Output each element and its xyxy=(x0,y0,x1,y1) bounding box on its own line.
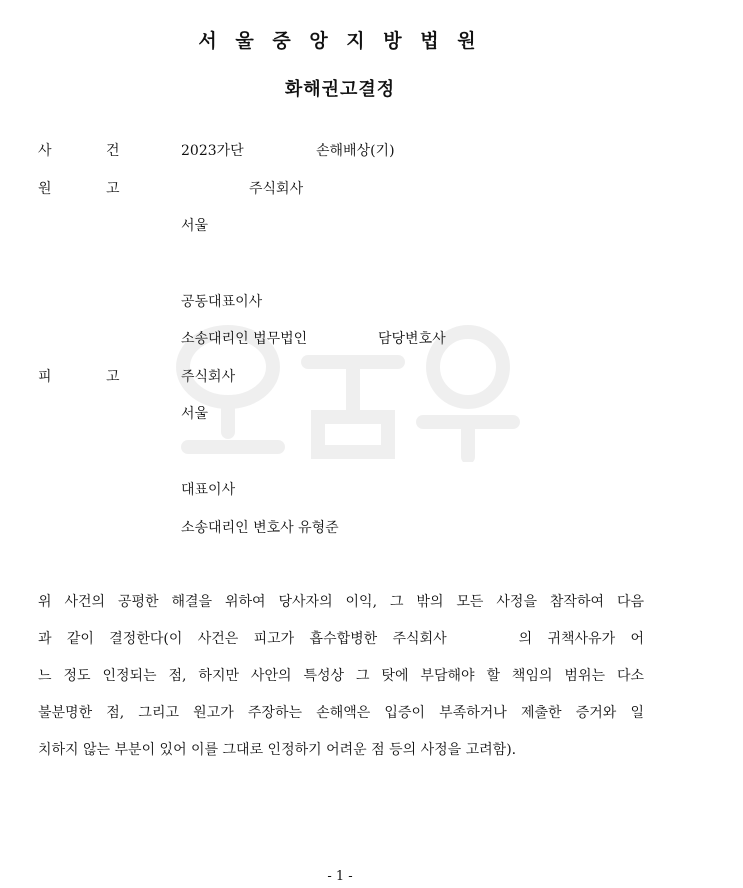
body-line: 치하지 않는 부분이 있어 이를 그대로 인정하기 어려운 점 등의 사정을 고려함). xyxy=(38,742,517,758)
document-title: 화해권고결정 xyxy=(284,79,396,100)
body-line: 불분명한 점, 그리고 원고가 주장하는 손해액은 입증이 부족하거나 제출한 증거와 일 xyxy=(38,705,644,721)
plaintiff-label-1: 원 xyxy=(38,181,52,197)
body-line: 느 정도 인정되는 점, 하지만 사안의 특성상 그 탓에 부담해야 할 책임의 범위는 다소 xyxy=(38,668,644,684)
court-name: 서 울 중 앙 지 방 법 원 xyxy=(198,30,482,52)
body-line-part: 과 같이 결정한다(이 사건은 피고가 흡수합병한 주식회사 xyxy=(38,631,447,647)
defendant-counsel: 소송대리인 변호사 유형준 xyxy=(181,520,339,536)
case-number: 2023가단 xyxy=(181,143,244,159)
decision-body xyxy=(38,584,644,769)
page-number: - 1 - xyxy=(327,869,353,884)
plaintiff-counsel-attorney: 담당변호사 xyxy=(378,331,446,347)
case-name: 손해배상(기) xyxy=(316,143,395,159)
defendant-label-2: 고 xyxy=(106,369,120,385)
plaintiff-address: 서울 xyxy=(181,218,209,234)
case-label-2: 건 xyxy=(106,143,120,159)
defendant-company: 주식회사 xyxy=(181,369,236,385)
case-label-1: 사 xyxy=(38,143,52,159)
body-line-part: 의 귀책사유가 어 xyxy=(518,631,644,647)
body-line: 위 사건의 공평한 해결을 위하여 당사자의 이익, 그 밖의 모든 사정을 참작하여 다음 xyxy=(38,594,644,610)
defendant-address: 서울 xyxy=(181,406,209,422)
defendant-label-1: 피 xyxy=(38,369,52,385)
plaintiff-label-2: 고 xyxy=(106,181,120,197)
plaintiff-company: 주식회사 xyxy=(249,181,304,197)
body-line xyxy=(38,621,644,658)
plaintiff-counsel: 소송대리인 법무법인 xyxy=(181,331,308,347)
plaintiff-representative: 공동대표이사 xyxy=(181,294,263,310)
defendant-representative: 대표이사 xyxy=(181,482,236,498)
